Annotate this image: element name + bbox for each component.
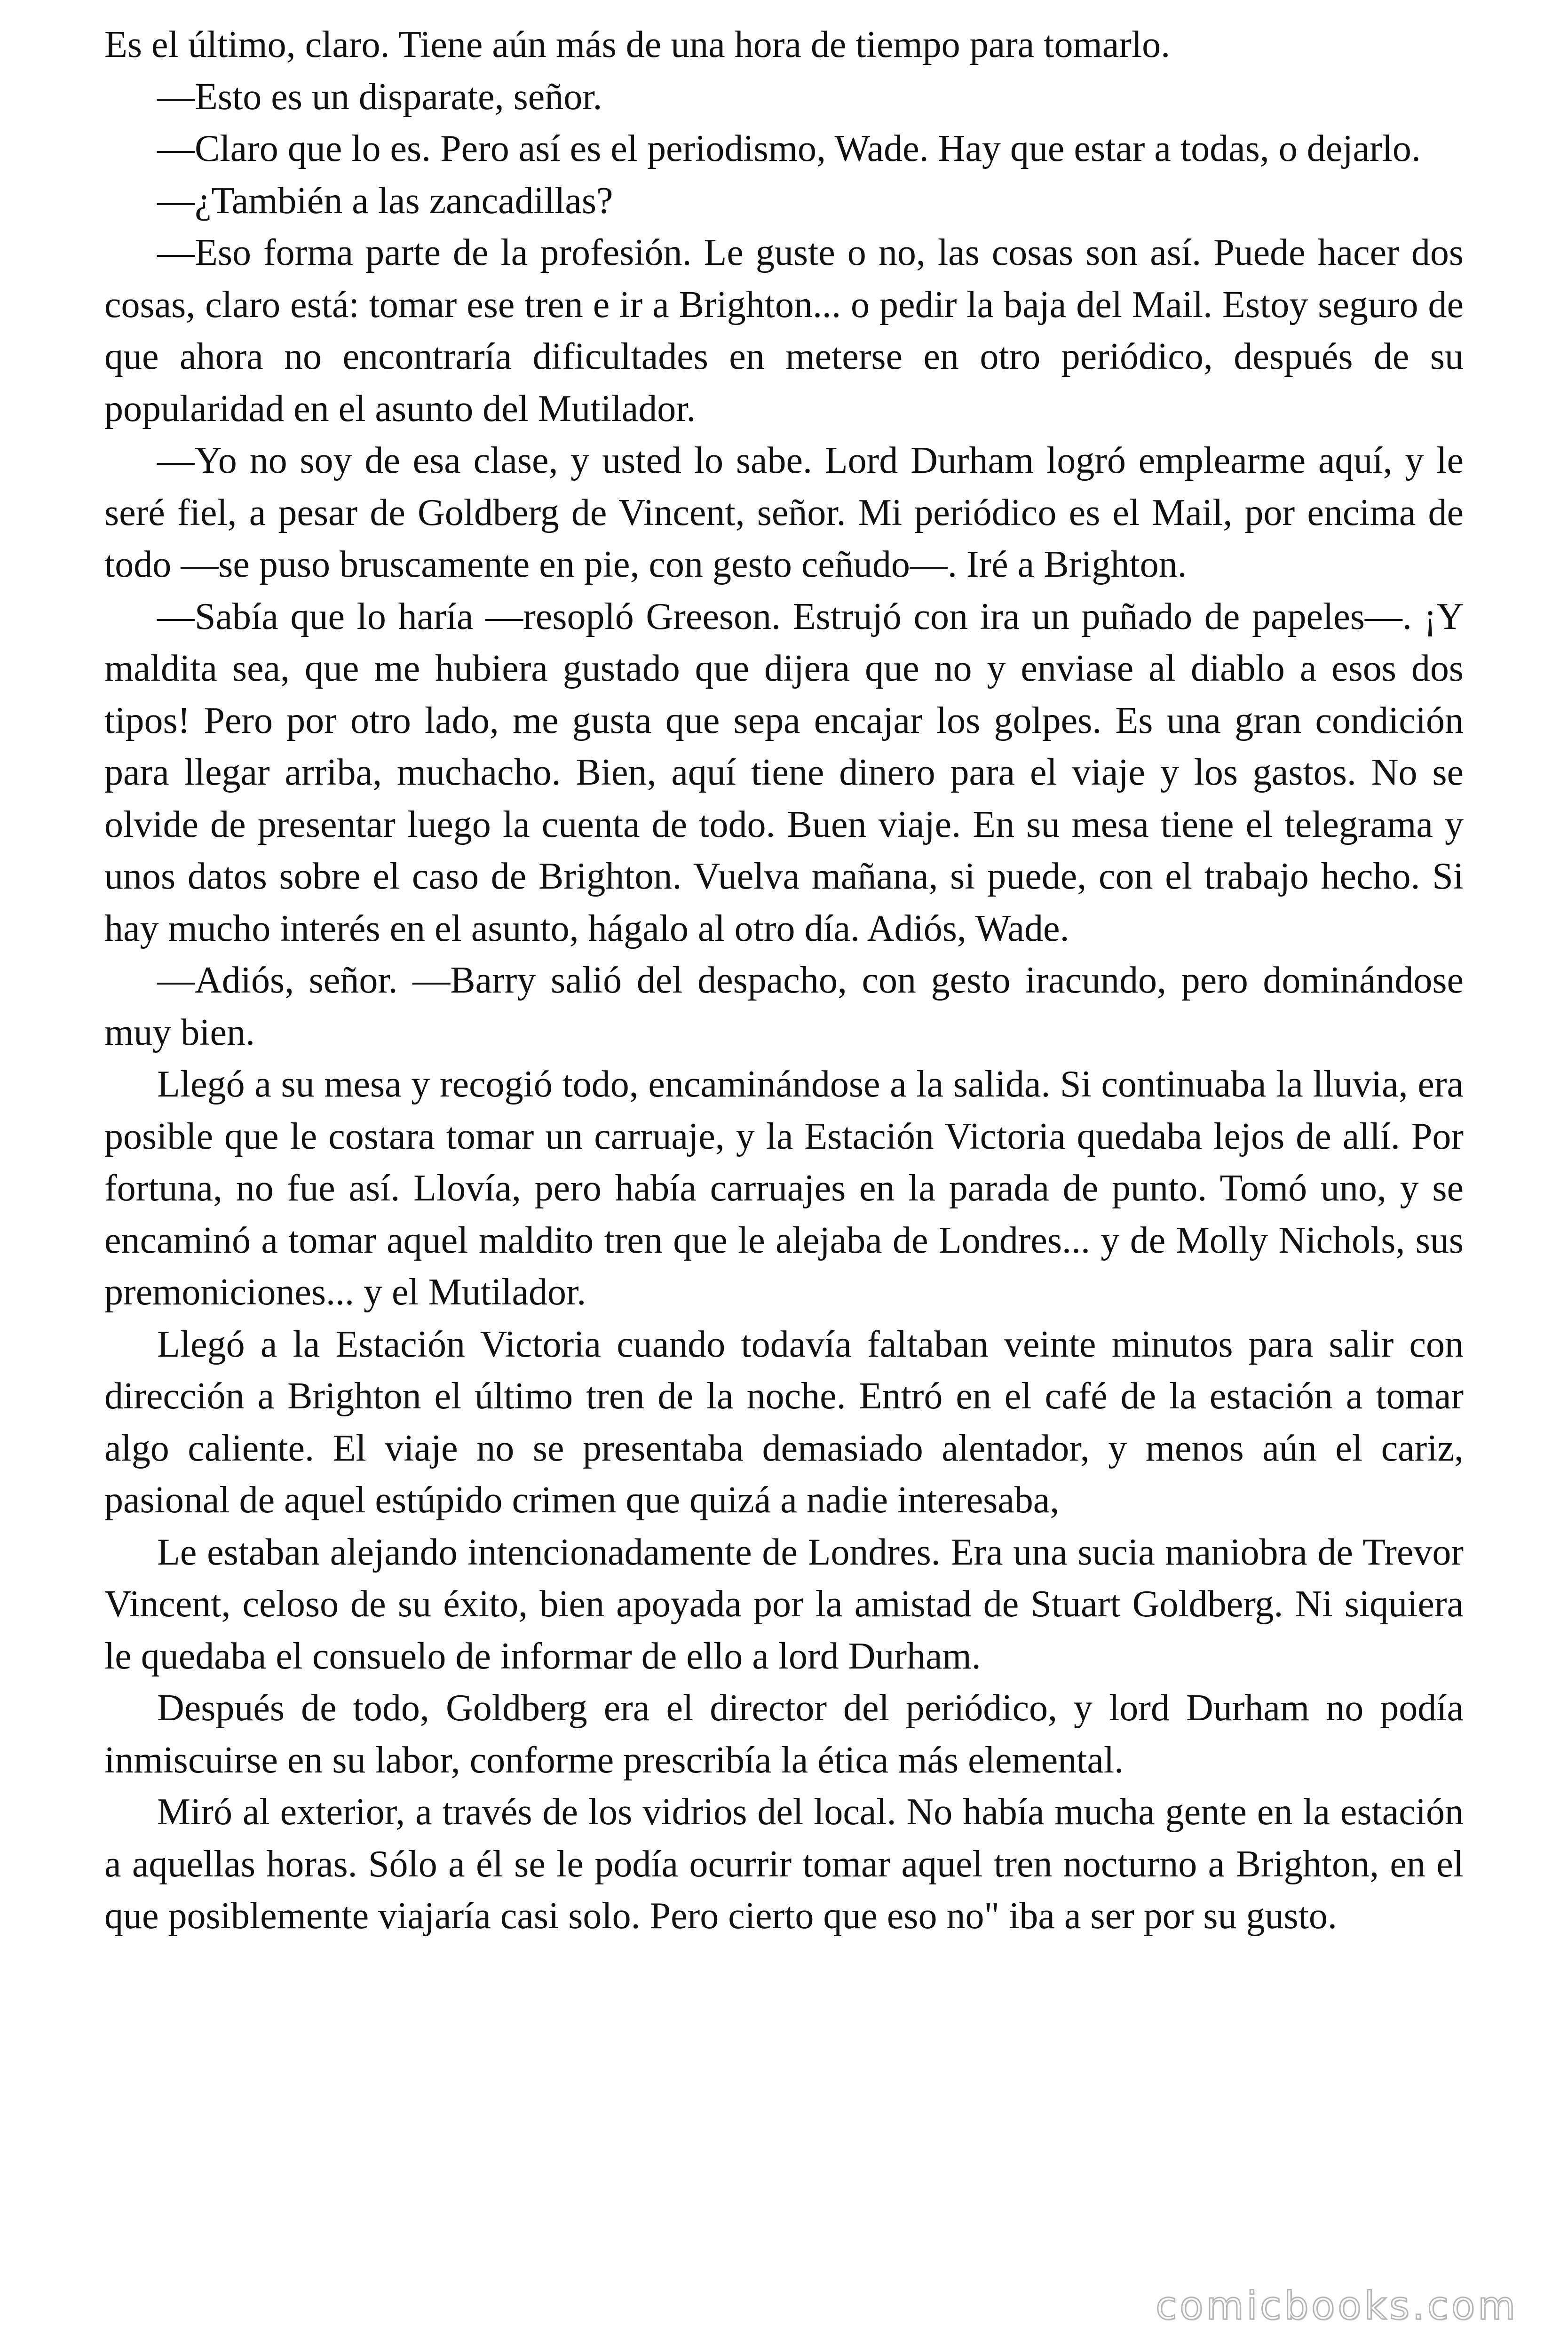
paragraph-11: Le estaban alejando intencionadamente de Londres. Era una sucia maniobra de Trevor Vincent, celoso de su éxito, bien apoyada por la amistad de Stuart Goldberg. Ni siquiera le quedaba el consuelo de informar de ello a lord Durham. — [104, 1531, 1464, 1677]
paragraph-12: Después de todo, Goldberg era el director del periódico, y lord Durham no podía inmiscuirse en su labor, conforme prescribía la ética más elemental. — [104, 1687, 1464, 1781]
paragraph-13: Miró al exterior, a través de los vidrios del local. No había mucha gente en la estación a aquellas horas. Sólo a él se le podía ocurrir tomar aquel tren nocturno a Brighton, en el que posiblemente viajaría casi solo. Pero cierto que eso no" iba a ser por su gusto. — [104, 1791, 1464, 1937]
paragraph-5: —Eso forma parte de la profesión. Le guste o no, las cosas son así. Puede hacer dos cosas, claro está: tomar ese tren e ir a Brighton... o pedir la baja del Mail. Estoy seguro de que ahora no encontraría dificultades en meterse en otro periódico, después de su popularidad en el asunto del Mutilador. — [104, 232, 1464, 429]
page-text — [104, 19, 1464, 1942]
paragraph-7: —Sabía que lo haría —resopló Greeson. Estrujó con ira un puñado de papeles—. ¡Y maldita sea, que me hubiera gustado que dijera que no y enviase al diablo a esos dos tipos! Pero por otro lado, me gusta que sepa encajar los golpes. Es una gran condición para llegar arriba, muchacho. Bien, aquí tiene dinero para el viaje y los gastos. No se olvide de presentar luego la cuenta de todo. Buen viaje. En su mesa tiene el telegrama y unos datos sobre el caso de Brighton. Vuelva mañana, si puede, con el trabajo hecho. Si hay mucho interés en el asunto, hágalo al otro día. Adiós, Wade. — [104, 596, 1464, 949]
paragraph-8: —Adiós, señor. —Barry salió del despacho, con gesto iracundo, pero dominándose muy bien. — [104, 960, 1464, 1053]
paragraph-1: Es el último, claro. Tiene aún más de una hora de tiempo para tomarlo. — [104, 24, 1171, 65]
paragraph-10: Llegó a la Estación Victoria cuando todavía faltaban veinte minutos para salir con dirección a Brighton el último tren de la noche. Entró en el café de la estación a tomar algo caliente. El viaje no se presentaba demasiado alentador, y menos aún el cariz, pasional de aquel estúpido crimen que quizá a nadie interesaba, — [104, 1323, 1464, 1521]
paragraph-9: Llegó a su mesa y recogió todo, encaminándose a la salida. Si continuaba la lluvia, era posible que le costara tomar un carruaje, y la Estación Victoria quedaba lejos de allí. Por fortuna, no fue así. Llovía, pero había carruajes en la parada de punto. Tomó uno, y se encaminó a tomar aquel maldito tren que le alejaba de Londres... y de Molly Nichols, sus premoniciones... y el Mutilador. — [104, 1064, 1464, 1313]
paragraph-2: —Esto es un disparate, señor. — [157, 76, 602, 118]
watermark: comicbooks.com — [1156, 2284, 1518, 2328]
paragraph-3: —Claro que lo es. Pero así es el periodismo, Wade. Hay que estar a todas, o dejarlo. — [157, 128, 1421, 169]
paragraph-6: —Yo no soy de esa clase, y usted lo sabe. Lord Durham logró emplearme aquí, y le seré fiel, a pesar de Goldberg de Vincent, señor. Mi periódico es el Mail, por encima de todo —se puso bruscamente en pie, con gesto ceñudo—. Iré a Brighton. — [104, 440, 1464, 585]
paragraph-4: —¿También a las zancadillas? — [157, 180, 613, 222]
